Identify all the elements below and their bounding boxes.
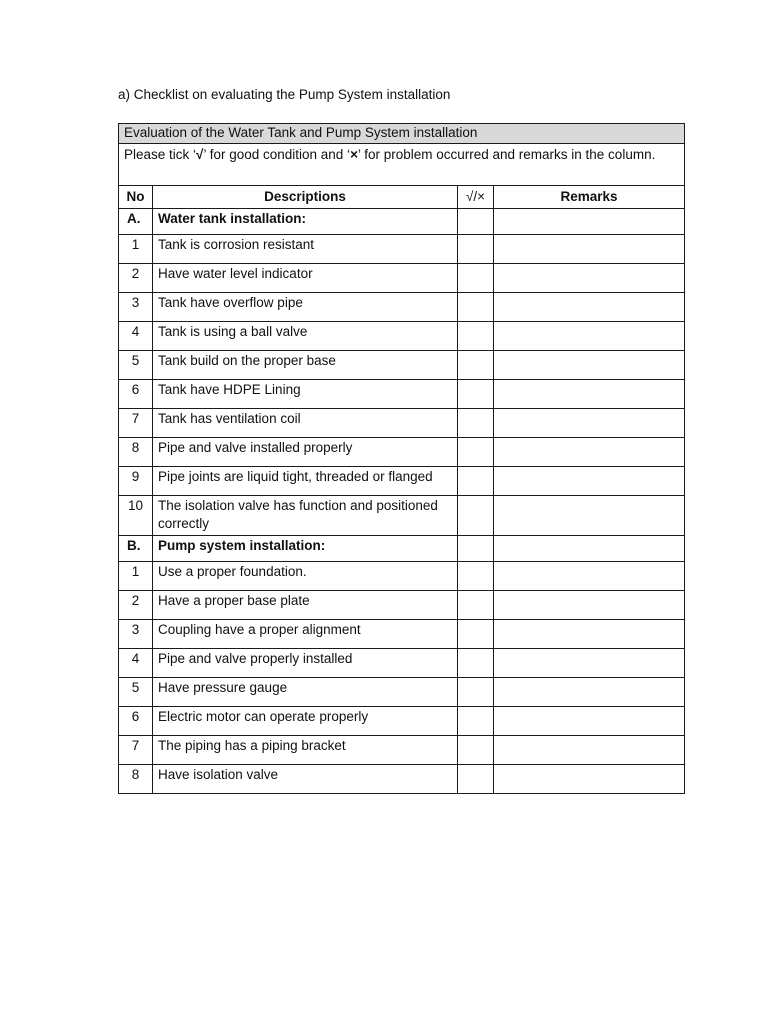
table-row	[119, 736, 685, 765]
tick-cell[interactable]	[458, 380, 494, 409]
remarks-cell[interactable]	[494, 209, 685, 235]
remarks-cell[interactable]	[494, 293, 685, 322]
item-description: Have water level indicator	[153, 264, 458, 293]
item-number: 4	[119, 649, 153, 678]
table-row	[119, 380, 685, 409]
tick-cell[interactable]	[458, 351, 494, 380]
item-number: 7	[119, 409, 153, 438]
tick-cell[interactable]	[458, 293, 494, 322]
table-title-row	[119, 124, 685, 144]
tick-cell[interactable]	[458, 649, 494, 678]
remarks-cell[interactable]	[494, 351, 685, 380]
item-description: Tank is corrosion resistant	[153, 235, 458, 264]
tick-cell[interactable]	[458, 536, 494, 562]
item-description: Have pressure gauge	[153, 678, 458, 707]
item-description: Tank have overflow pipe	[153, 293, 458, 322]
tick-cell[interactable]	[458, 235, 494, 264]
item-number: 1	[119, 235, 153, 264]
remarks-cell[interactable]	[494, 322, 685, 351]
item-number: 3	[119, 620, 153, 649]
tick-cell[interactable]	[458, 467, 494, 496]
table-row	[119, 649, 685, 678]
item-description: Have a proper base plate	[153, 591, 458, 620]
item-description: Tank build on the proper base	[153, 351, 458, 380]
item-number: 5	[119, 678, 153, 707]
remarks-cell[interactable]	[494, 736, 685, 765]
section-label: A.	[119, 209, 153, 235]
instruction-text	[119, 144, 685, 186]
tick-cell[interactable]	[458, 438, 494, 467]
table-row	[119, 562, 685, 591]
item-description: Pipe joints are liquid tight, threaded or flanged	[153, 467, 458, 496]
tick-cell[interactable]	[458, 409, 494, 438]
tick-cell[interactable]	[458, 678, 494, 707]
item-description: Coupling have a proper alignment	[153, 620, 458, 649]
item-description: The isolation valve has function and positioned correctly	[153, 496, 458, 536]
remarks-cell[interactable]	[494, 264, 685, 293]
instruction-part2: ’ for good condition and ‘	[203, 147, 351, 162]
item-number: 7	[119, 736, 153, 765]
instruction-part3: ’ for problem occurred and remarks in the column.	[357, 147, 656, 162]
item-description: Use a proper foundation.	[153, 562, 458, 591]
table-row	[119, 765, 685, 794]
item-description: Pipe and valve properly installed	[153, 649, 458, 678]
remarks-cell[interactable]	[494, 620, 685, 649]
item-description: Have isolation valve	[153, 765, 458, 794]
item-number: 6	[119, 380, 153, 409]
table-row	[119, 591, 685, 620]
remarks-cell[interactable]	[494, 591, 685, 620]
header-tick-cross: √/×	[458, 186, 494, 209]
tick-cell[interactable]	[458, 264, 494, 293]
item-description: Pipe and valve installed properly	[153, 438, 458, 467]
tick-cell[interactable]	[458, 496, 494, 536]
table-row	[119, 678, 685, 707]
checklist-body	[119, 124, 685, 794]
section-title: Water tank installation:	[153, 209, 458, 235]
table-row	[119, 351, 685, 380]
item-number: 3	[119, 293, 153, 322]
remarks-cell[interactable]	[494, 496, 685, 536]
instruction-part1: Please tick ‘	[124, 147, 197, 162]
item-description: Tank have HDPE Lining	[153, 380, 458, 409]
table-row	[119, 293, 685, 322]
item-description: Tank is using a ball valve	[153, 322, 458, 351]
item-description: Tank has ventilation coil	[153, 409, 458, 438]
table-title: Evaluation of the Water Tank and Pump System installation	[119, 124, 685, 144]
header-row	[119, 186, 685, 209]
item-number: 10	[119, 496, 153, 536]
item-number: 6	[119, 707, 153, 736]
tick-cell[interactable]	[458, 620, 494, 649]
tick-cell[interactable]	[458, 209, 494, 235]
header-descriptions: Descriptions	[153, 186, 458, 209]
table-row	[119, 496, 685, 536]
section-row	[119, 209, 685, 235]
remarks-cell[interactable]	[494, 678, 685, 707]
remarks-cell[interactable]	[494, 562, 685, 591]
tick-cell[interactable]	[458, 765, 494, 794]
tick-cell[interactable]	[458, 707, 494, 736]
section-title: Pump system installation:	[153, 536, 458, 562]
remarks-cell[interactable]	[494, 536, 685, 562]
table-row	[119, 235, 685, 264]
tick-cell[interactable]	[458, 322, 494, 351]
table-row	[119, 707, 685, 736]
table-row	[119, 322, 685, 351]
section-row	[119, 536, 685, 562]
table-row	[119, 264, 685, 293]
tick-symbol: √	[196, 147, 204, 162]
item-number: 4	[119, 322, 153, 351]
table-row	[119, 409, 685, 438]
item-description: The piping has a piping bracket	[153, 736, 458, 765]
section-label: B.	[119, 536, 153, 562]
item-number: 5	[119, 351, 153, 380]
tick-cell[interactable]	[458, 736, 494, 765]
item-number: 8	[119, 438, 153, 467]
remarks-cell[interactable]	[494, 380, 685, 409]
remarks-cell[interactable]	[494, 707, 685, 736]
item-number: 2	[119, 264, 153, 293]
checklist-table	[118, 123, 685, 794]
item-number: 8	[119, 765, 153, 794]
remarks-cell[interactable]	[494, 438, 685, 467]
table-row	[119, 620, 685, 649]
item-description: Electric motor can operate properly	[153, 707, 458, 736]
table-row	[119, 438, 685, 467]
tick-cell[interactable]	[458, 591, 494, 620]
item-number: 1	[119, 562, 153, 591]
remarks-cell[interactable]	[494, 235, 685, 264]
remarks-cell[interactable]	[494, 649, 685, 678]
instruction-row	[119, 144, 685, 186]
cross-symbol: ×	[350, 147, 358, 162]
item-number: 9	[119, 467, 153, 496]
document-caption: a) Checklist on evaluating the Pump System installation	[118, 87, 451, 102]
item-number: 2	[119, 591, 153, 620]
remarks-cell[interactable]	[494, 467, 685, 496]
remarks-cell[interactable]	[494, 409, 685, 438]
table-row	[119, 467, 685, 496]
remarks-cell[interactable]	[494, 765, 685, 794]
header-no: No	[119, 186, 153, 209]
header-remarks: Remarks	[494, 186, 685, 209]
tick-cell[interactable]	[458, 562, 494, 591]
